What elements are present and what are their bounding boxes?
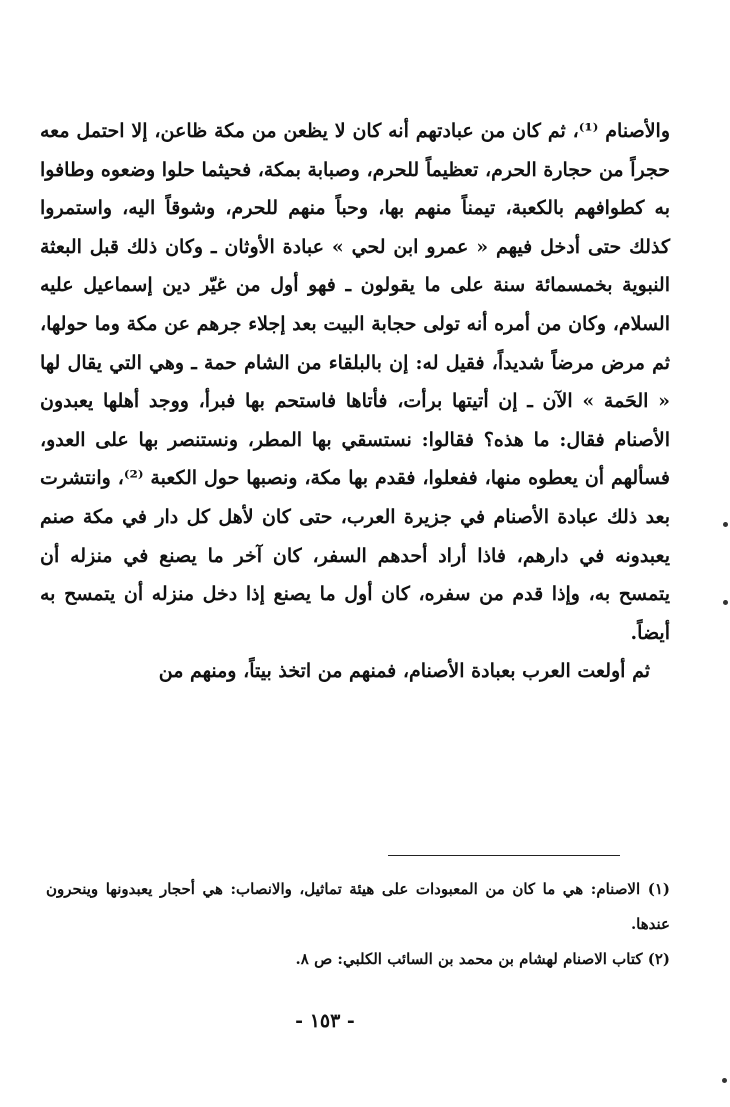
- footnote-2: (٢) كتاب الاصنام لهشام بن محمد بن السائب الكلبي: ص ٨.: [295, 950, 670, 968]
- paragraph-2: ثم أولعت العرب بعبادة الأصنام، فمنهم من اتخذ بيتاً، ومنهم من: [158, 660, 650, 683]
- footnotes: [46, 872, 670, 977]
- page-number: - ١٥٣ -: [295, 1010, 355, 1032]
- scan-speck: [722, 1078, 727, 1083]
- footnote-1: (١) الاصنام: هي ما كان من المعبودات على هيئة تماثيل، والانصاب: هي أحجار يعبدونها وينحرون عندها.: [46, 880, 670, 933]
- scan-speck: [723, 522, 728, 527]
- main-text: [40, 112, 670, 691]
- footnote-separator: [388, 855, 620, 856]
- paragraph-1: والأصنام ⁽¹⁾، ثم كان من عبادتهم أنه كان لا يظعن من مكة ظاعن، إلا احتمل معه حجراً من حجارة الحرم، تعظيماً للحرم، وصبابة بمكة، فحيثما حلوا وضعوه وطافوا به كطوافهم بالكعبة، تيمناً منهم بها، وحباً منهم للحرم، وشوقاً اليه، واستمروا كذلك حتى أدخل فيهم « عمرو ابن لحي » عبادة الأوثان ـ وكان ذلك قبل البعثة النبوية بخمسمائة سنة على ما يقولون ـ فهو أول من غيّر دين إسماعيل عليه السلام، وكان من أمره أنه تولى حجابة البيت بعد إجلاء جرهم عن مكة وما حولها، ثم مرض مرضاً شديداً، فقيل له: إن بالبلقاء من الشام حمة ـ وهي التي يقال لها « الحَمة » الآن ـ إن أتيتها برأت، فأتاها فاستحم بها فبرأ، ووجد أهلها يعبدون الأصنام فقال: ما هذه؟ فقالوا: نستسقي بها المطر، ونستنصر بها على العدو، فسألهم أن يعطوه منها، ففعلوا، فقدم بها مكة، ونصبها حول الكعبة ⁽²⁾، وانتشرت بعد ذلك عبادة الأصنام في جزيرة العرب، حتى كان لأهل كل دار في مكة صنم يعبدونه في دارهم، فاذا أراد أحدهم السفر، كان آخر ما يصنع في منزله أن يتمسح به، وإذا قدم من سفره، كان أول ما يصنع إذا دخل منزله أن يتمسح به أيضاً.: [40, 120, 670, 644]
- scan-speck: [723, 600, 728, 605]
